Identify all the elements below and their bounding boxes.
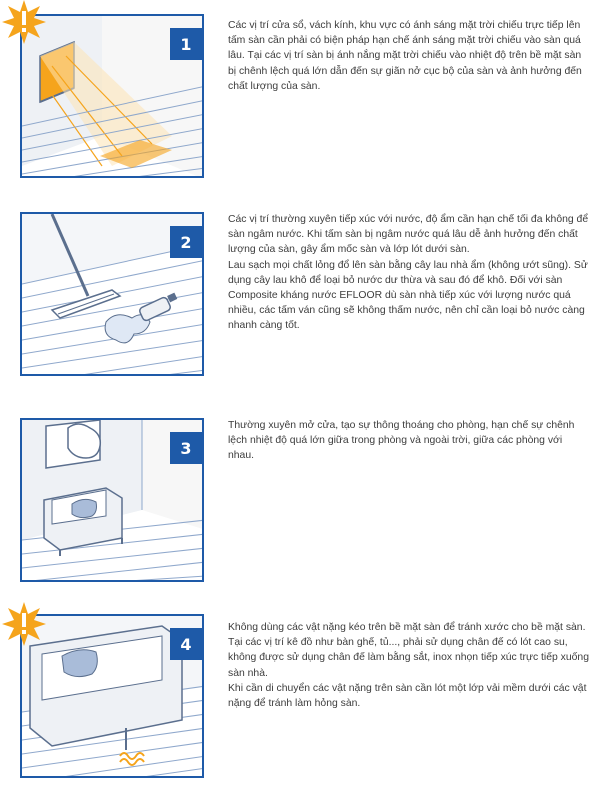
- exclamation-burst-icon: [2, 0, 46, 44]
- step-number-badge: 1: [170, 28, 202, 60]
- step-3-illustration-panel: [20, 418, 204, 582]
- step-number-badge: 3: [170, 432, 202, 464]
- step-1-paragraph: Các vị trí cửa sổ, vách kính, khu vực có ánh sáng mặt trời chiếu trực tiếp lên tấm sàn cần phải có biện pháp hạn chế ánh sáng mặt trời chiếu vào sàn quá lâu. Tại các vị trí sàn bị ánh nắng mặt trời chiếu vào nhiệt độ trên bề mặt sàn bị chênh lệch quá lớn dẫn đến sự giãn nở cục bộ của sàn và ảnh hưởng đến chất lượng của sàn.: [228, 20, 582, 92]
- exclamation-burst-icon: [2, 602, 46, 646]
- step-number-badge: 2: [170, 226, 202, 258]
- step-1-text: [228, 18, 590, 94]
- step-2-text: [228, 212, 590, 334]
- step-3-paragraph: Thường xuyên mở cửa, tạo sự thông thoáng cho phòng, hạn chế sự chênh lệch nhiệt độ quá lớn giữa trong phòng và ngoài trời, giữa các phòng với nhau.: [228, 420, 575, 462]
- step-number-badge: 4: [170, 628, 202, 660]
- step-2-paragraph: Lau sạch mọi chất lỏng đổ lên sàn bằng cây lau nhà ẩm (không ướt sũng). Sử dụng cây lau khô để loại bỏ nước dư thừa và sau đó để khô. Đối với sàn Composite kháng nước EFLOOR dù sàn nhà tiếp xúc với lượng nước quá nhiều, các tấm ván cũng sẽ không thấm nước, nên chỉ cần loại bỏ nước càng nhanh càng tốt.: [228, 259, 588, 332]
- step-4-illustration-panel: [20, 614, 204, 778]
- step-4-paragraph: Không dùng các vật nặng kéo trên bề mặt sàn để tránh xước cho bề mặt sàn. Tại các vị trí kê đồ như bàn ghế, tủ..., phải sử dụng chân đế có lót cao su, không được sử dụng chân đế làm bằng sắt, inox nhọn tiếp xúc trực tiếp xuống sàn nhà.: [228, 622, 589, 679]
- step-2-paragraph: Các vị trí thường xuyên tiếp xúc với nước, độ ẩm cần hạn chế tối đa không để sàn ngâm nước. Khi tấm sàn bị ngâm nước quá lâu dễ ảnh hưởng đến chất lượng của sàn, gây ẩm mốc sàn và lớp lót dưới sàn.: [228, 214, 589, 256]
- step-1-illustration-panel: [20, 14, 204, 178]
- step-4-paragraph: Khi cần di chuyển các vật nặng trên sàn cần lót một lớp vải mềm dưới các vật nặng để tránh làm hỏng sàn.: [228, 682, 587, 710]
- step-4-text: [228, 620, 590, 711]
- step-2-illustration-panel: [20, 212, 204, 376]
- step-3-text: [228, 418, 590, 464]
